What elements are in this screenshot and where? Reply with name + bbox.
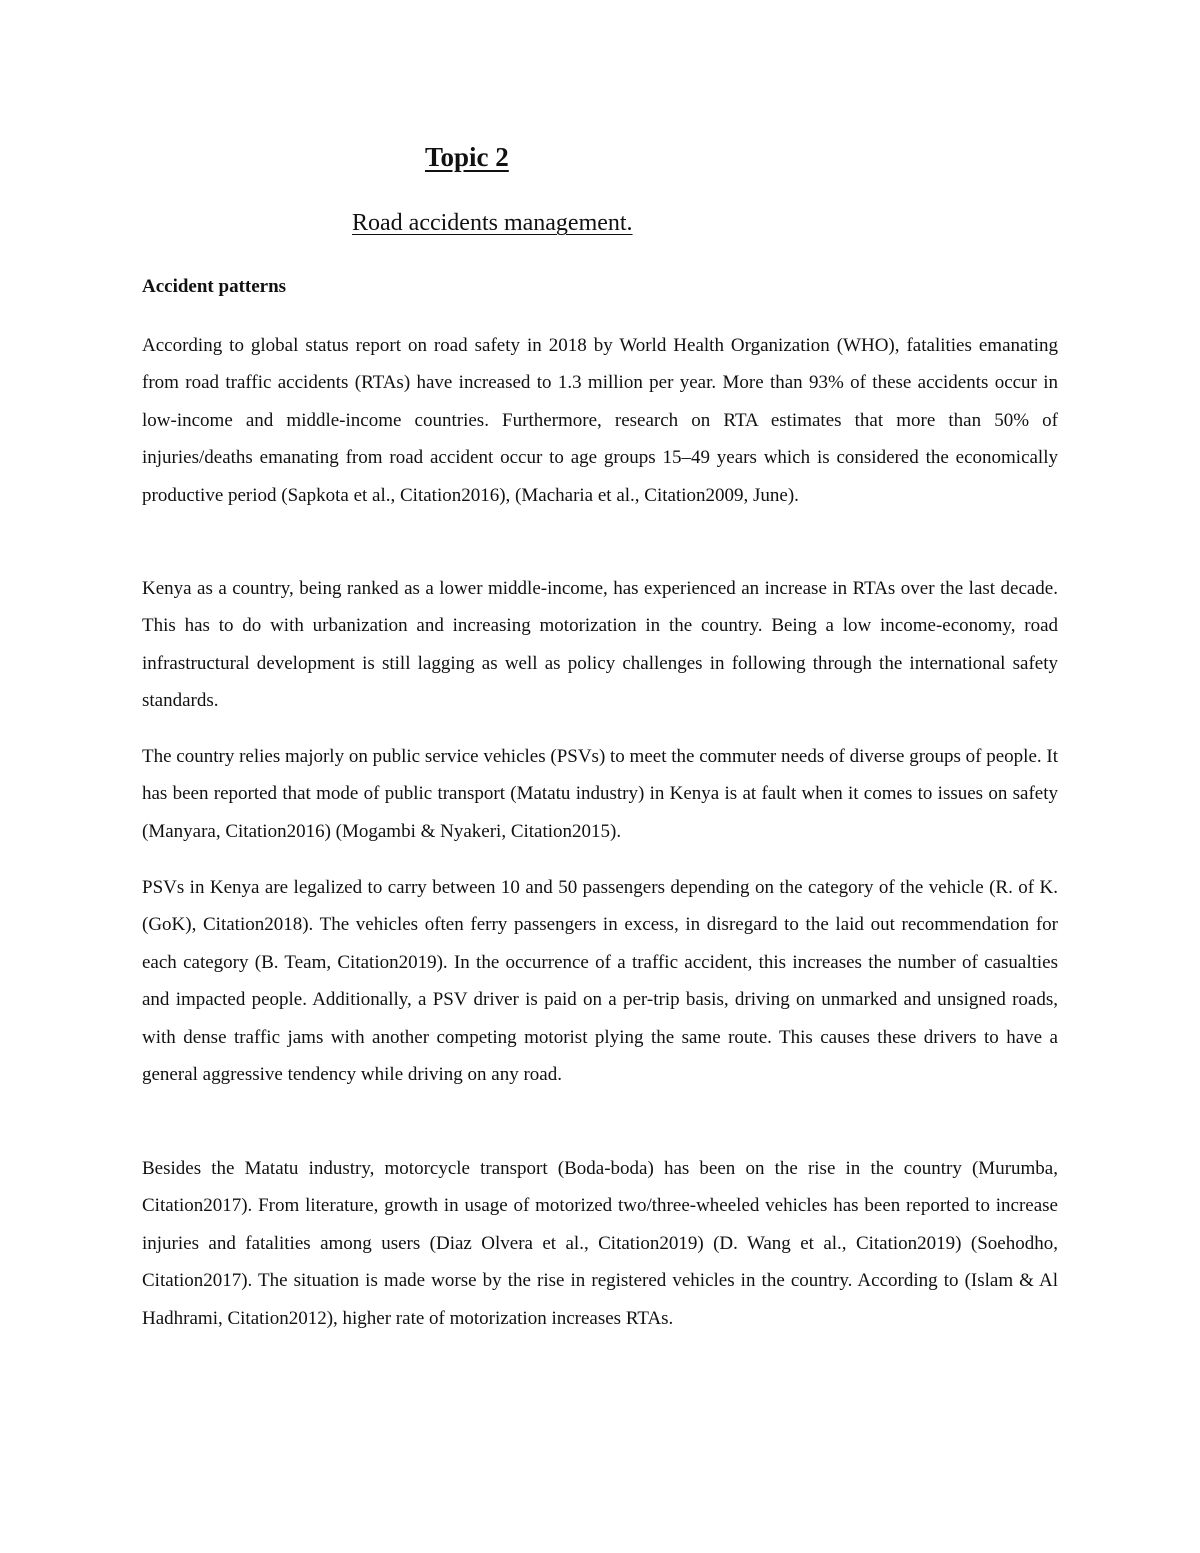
section-heading: Accident patterns: [142, 276, 287, 297]
paragraph-motorcycle-transport: Besides the Matatu industry, motorcycle transport (Boda-boda) has been on the rise in the country (Murumba, Citation2017). From literature, growth in usage of motorized two/three-wheeled vehicles has been reported to increase injuries and fatalities among users (Diaz Olvera et al., Citation2019) (D. Wang et al., Citation2019) (Soehodho, Citation2017). The situation is made worse by the rise in registered vehicles in the country. According to (Islam & Al Hadhrami, Citation2012), higher rate of motorization increases RTAs.: [142, 1158, 1058, 1329]
document-subtitle: Road accidents management.: [352, 210, 633, 236]
paragraph-psv-regulation: PSVs in Kenya are legalized to carry between 10 and 50 passengers depending on the category of the vehicle (R. of K. (GoK), Citation2018). The vehicles often ferry passengers in excess, in disregard to the laid out recommendation for each category (B. Team, Citation2019). In the occurrence of a traffic accident, this increases the number of casualties and impacted people. Additionally, a PSV driver is paid on a per-trip basis, driving on unmarked and unsigned roads, with dense traffic jams with another competing motorist plying the same route. This causes these drivers to have a general aggressive tendency while driving on any road.: [142, 877, 1058, 1086]
paragraph-accident-statistics: According to global status report on road safety in 2018 by World Health Organization (WHO), fatalities emanating from road traffic accidents (RTAs) have increased to 1.3 million per year. More than 93% of these accidents occur in low-income and middle-income countries. Furthermore, research on RTA estimates that more than 50% of injuries/deaths emanating from road accident occur to age groups 15–49 years which is considered the economically productive period (Sapkota et al., Citation2016), (Macharia et al., Citation2009, June).: [142, 335, 1058, 506]
paragraph-public-service-vehicles: The country relies majorly on public service vehicles (PSVs) to meet the commuter needs of diverse groups of people. It has been reported that mode of public transport (Matatu industry) in Kenya is at fault when it comes to issues on safety (Manyara, Citation2016) (Mogambi & Nyakeri, Citation2015).: [142, 746, 1058, 842]
topic-title: Topic 2: [425, 142, 509, 172]
paragraph-kenya-context: Kenya as a country, being ranked as a lower middle-income, has experienced an increase in RTAs over the last decade. This has to do with urbanization and increasing motorization in the country. Being a low income-economy, road infrastructural development is still lagging as well as policy challenges in following through the international safety standards.: [142, 578, 1058, 712]
